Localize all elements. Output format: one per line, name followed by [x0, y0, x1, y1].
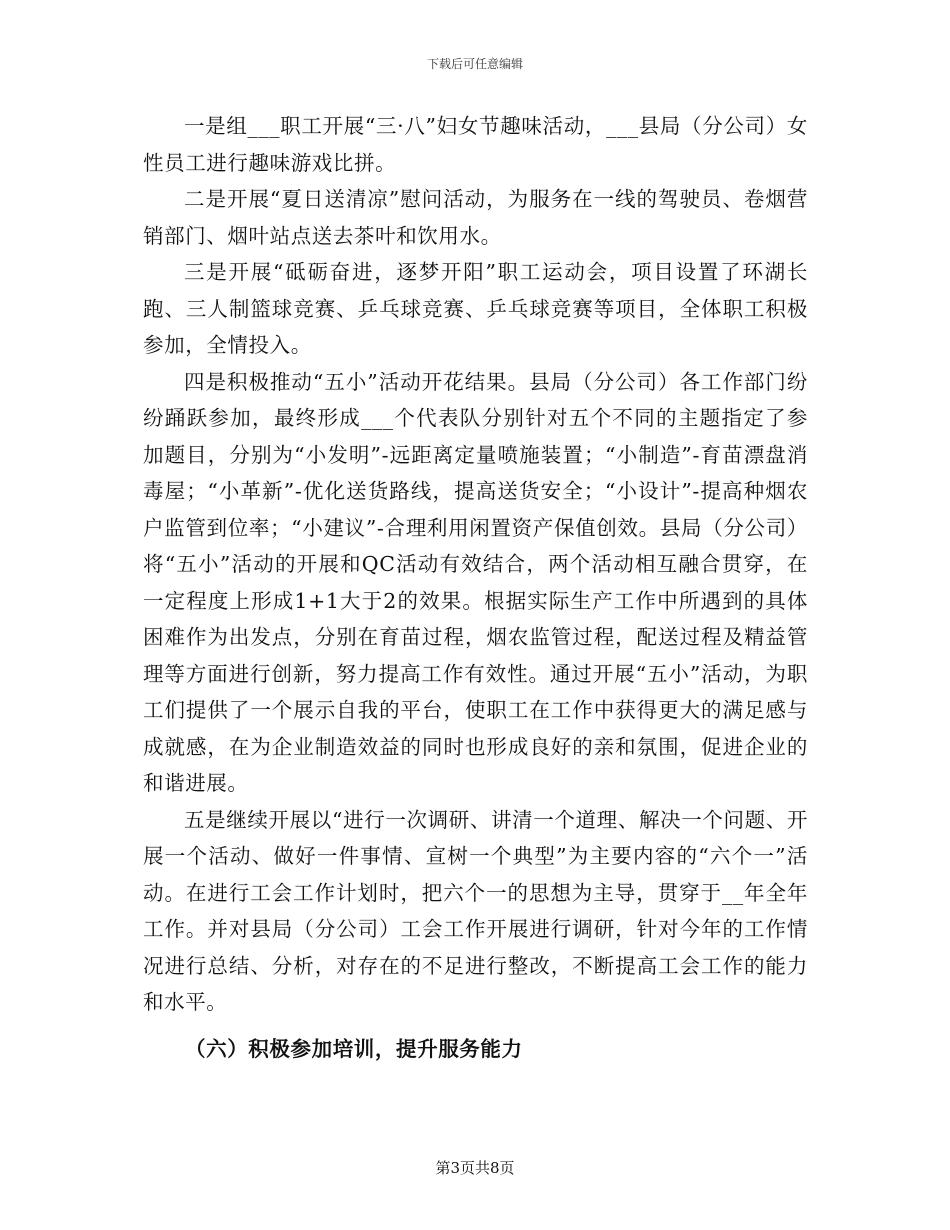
page-header: 下载后可任意编辑 — [426, 57, 523, 71]
section-heading: （六）积极参加培训，提升服务能力 — [185, 1036, 523, 1061]
document-body — [143, 108, 808, 1067]
paragraph-2: 二是开展“夏日送清凉”慰问活动，为服务在一线的驾驶员、卷烟营销部门、烟叶站点送去茶叶和饮用水。 — [143, 187, 808, 248]
paragraph-1: 一是组___职工开展“三·八”妇女节趣味活动，___县局（分公司）女性员工进行趣味游戏比拼。 — [143, 114, 808, 175]
paragraph-3: 三是开展“砥砺奋进，逐梦开阳”职工运动会，项目设置了环湖长跑、三人制篮球竞赛、乒乓球竞赛、乒乓球竞赛等项目，全体职工积极参加，全情投入。 — [143, 260, 808, 357]
paragraph-4: 四是积极推动“五小”活动开花结果。县局（分公司）各工作部门纷纷踊跃参加，最终形成___个代表队分别针对五个不同的主题指定了参加题目，分别为“小发明”-远距离定量喷施装置；“小制造”-育苗漂盘消毒屋；“小革新”-优化送货路线，提高送货安全；“小设计”-提高种烟农户监管到位率；“小建议”-合理利用闲置资产保值创效。县局（分公司）将“五小”活动的开展和QC活动有效结合，两个活动相互融合贯穿，在一定程度上形成1+1大于2的效果。根据实际生产工作中所遇到的具体困难作为出发点，分别在育苗过程，烟农监管过程，配送过程及精益管理等方面进行创新，努力提高工作有效性。通过开展“五小”活动，为职工们提供了一个展示自我的平台，使职工在工作中获得更大的满足感与成就感，在为企业制造效益的同时也形成良好的亲和氛围，促进企业的和谐进展。 — [143, 369, 808, 795]
paragraph-5: 五是继续开展以“进行一次调研、讲清一个道理、解决一个问题、开展一个活动、做好一件事情、宣树一个典型”为主要内容的“六个一”活动。在进行工会工作计划时，把六个一的思想为主导，贯穿于__年全年工作。并对县局（分公司）工会工作开展进行调研，针对今年的工作情况进行总结、分析，对存在的不足进行整改，不断提高工会工作的能力和水平。 — [143, 807, 808, 1014]
page-footer: 第3页共8页 — [435, 1159, 515, 1177]
